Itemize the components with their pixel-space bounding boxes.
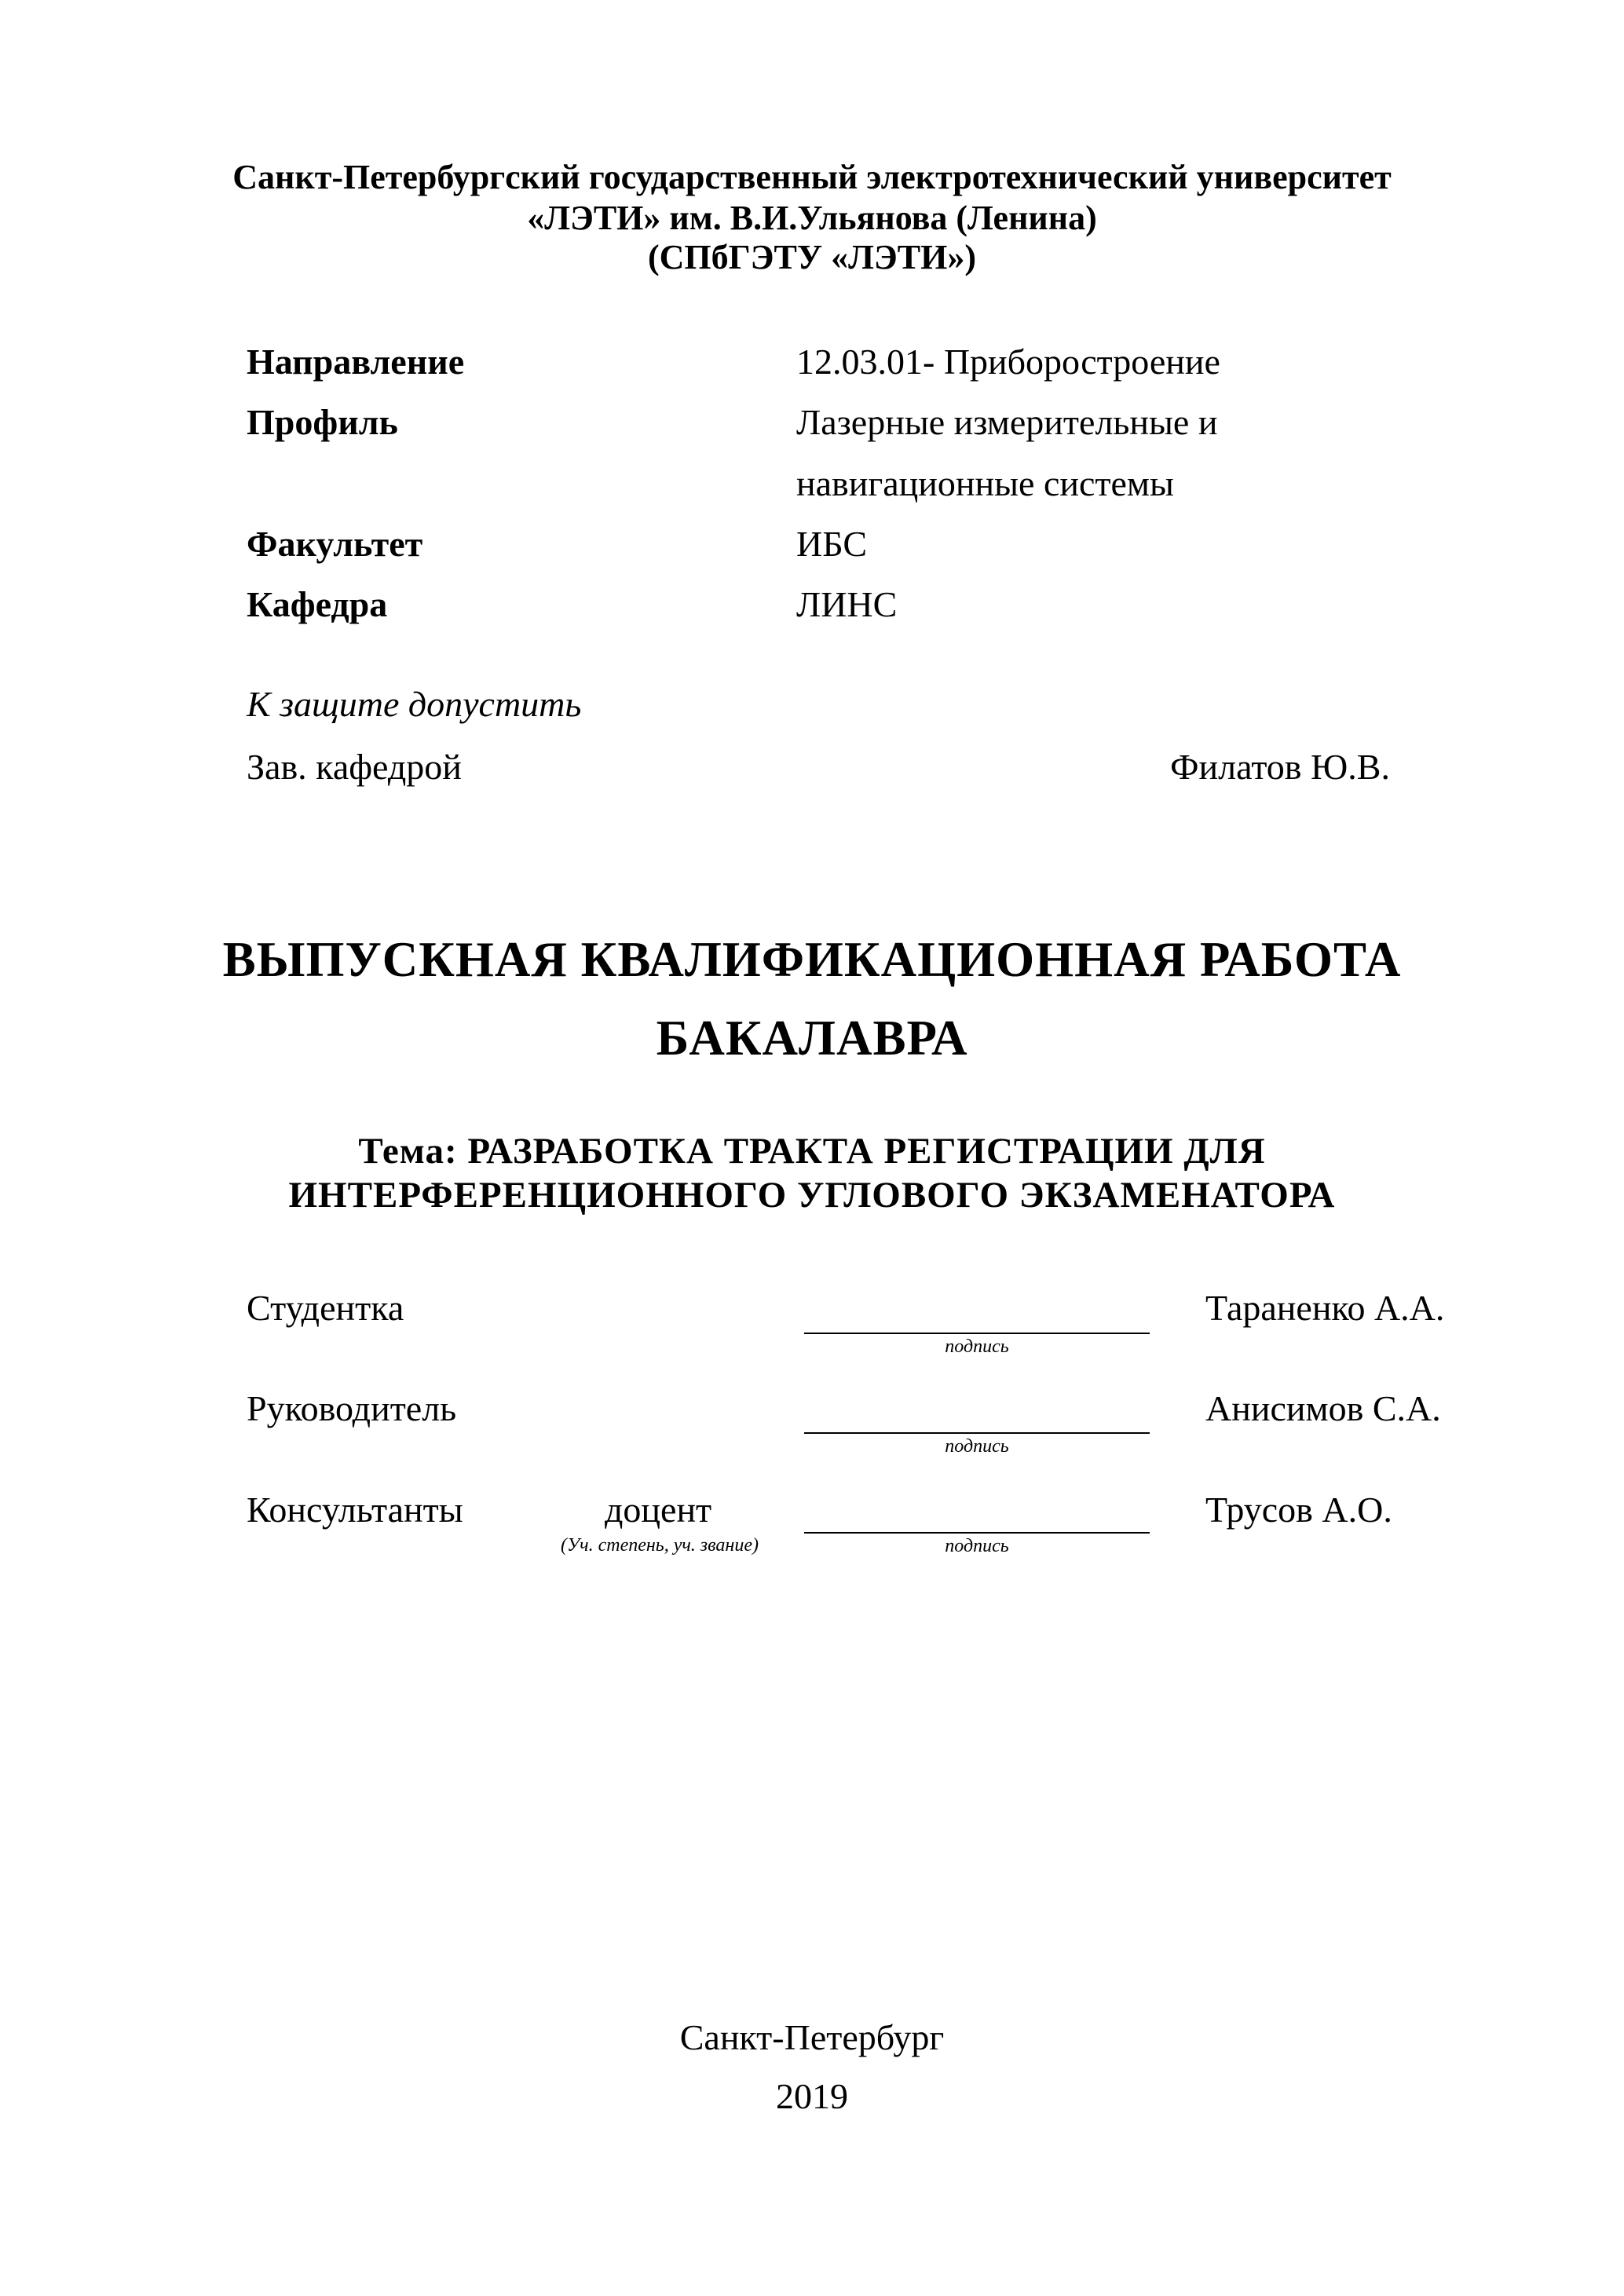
consultant-signature-caption: подпись bbox=[945, 1536, 1009, 1556]
supervisor-name: Анисимов С.А. bbox=[1205, 1388, 1441, 1428]
direction-label: Направление bbox=[247, 342, 465, 382]
supervisor-label: Руководитель bbox=[247, 1388, 457, 1428]
supervisor-signature-caption: подпись bbox=[945, 1436, 1009, 1457]
faculty-label: Факультет bbox=[247, 524, 423, 564]
student-signature-caption: подпись bbox=[945, 1336, 1009, 1357]
consultant-label: Консультанты bbox=[247, 1490, 463, 1530]
consultant-rank: доцент bbox=[605, 1490, 712, 1530]
faculty-value: ИБС bbox=[796, 524, 868, 564]
consultant-name: Трусов А.О. bbox=[1205, 1490, 1392, 1530]
rank-caption: (Уч. степень, уч. звание) bbox=[561, 1535, 759, 1556]
student-signature-line bbox=[804, 1333, 1150, 1334]
university-short-name: «ЛЭТИ» им. В.И.Ульянова (Ленина) bbox=[527, 199, 1097, 237]
profile-value-line2: навигационные системы bbox=[796, 463, 1174, 503]
topic-line2: ИНТЕРФЕРЕНЦИОННОГО УГЛОВОГО ЭКЗАМЕНАТОРА bbox=[288, 1175, 1336, 1216]
admit-to-defense: К защите допустить bbox=[247, 684, 582, 724]
city: Санкт-Петербург bbox=[679, 2017, 945, 2057]
topic-line1: Тема: РАЗРАБОТКА ТРАКТА РЕГИСТРАЦИИ ДЛЯ bbox=[358, 1131, 1266, 1172]
head-of-department-label: Зав. кафедрой bbox=[247, 747, 462, 787]
university-name: Санкт-Петербургский государственный электротехнический университет bbox=[232, 158, 1392, 196]
department-label: Кафедра bbox=[247, 584, 388, 624]
department-value: ЛИНС bbox=[796, 584, 898, 624]
direction-value: 12.03.01- Приборостроение bbox=[796, 342, 1220, 382]
supervisor-signature-line bbox=[804, 1432, 1150, 1434]
profile-label: Профиль bbox=[247, 402, 398, 442]
consultant-signature-line bbox=[804, 1532, 1150, 1534]
year: 2019 bbox=[776, 2076, 848, 2116]
university-abbreviation: (СПбГЭТУ «ЛЭТИ») bbox=[648, 238, 976, 276]
student-label: Студентка bbox=[247, 1288, 404, 1328]
head-of-department-name: Филатов Ю.В. bbox=[1170, 747, 1390, 787]
student-name: Тараненко А.А. bbox=[1205, 1288, 1445, 1328]
profile-value-line1: Лазерные измерительные и bbox=[796, 402, 1218, 442]
work-title-line2: БАКАЛАВРА bbox=[656, 1011, 968, 1066]
work-title-line1: ВЫПУСКНАЯ КВАЛИФИКАЦИОННАЯ РАБОТА bbox=[222, 932, 1402, 987]
